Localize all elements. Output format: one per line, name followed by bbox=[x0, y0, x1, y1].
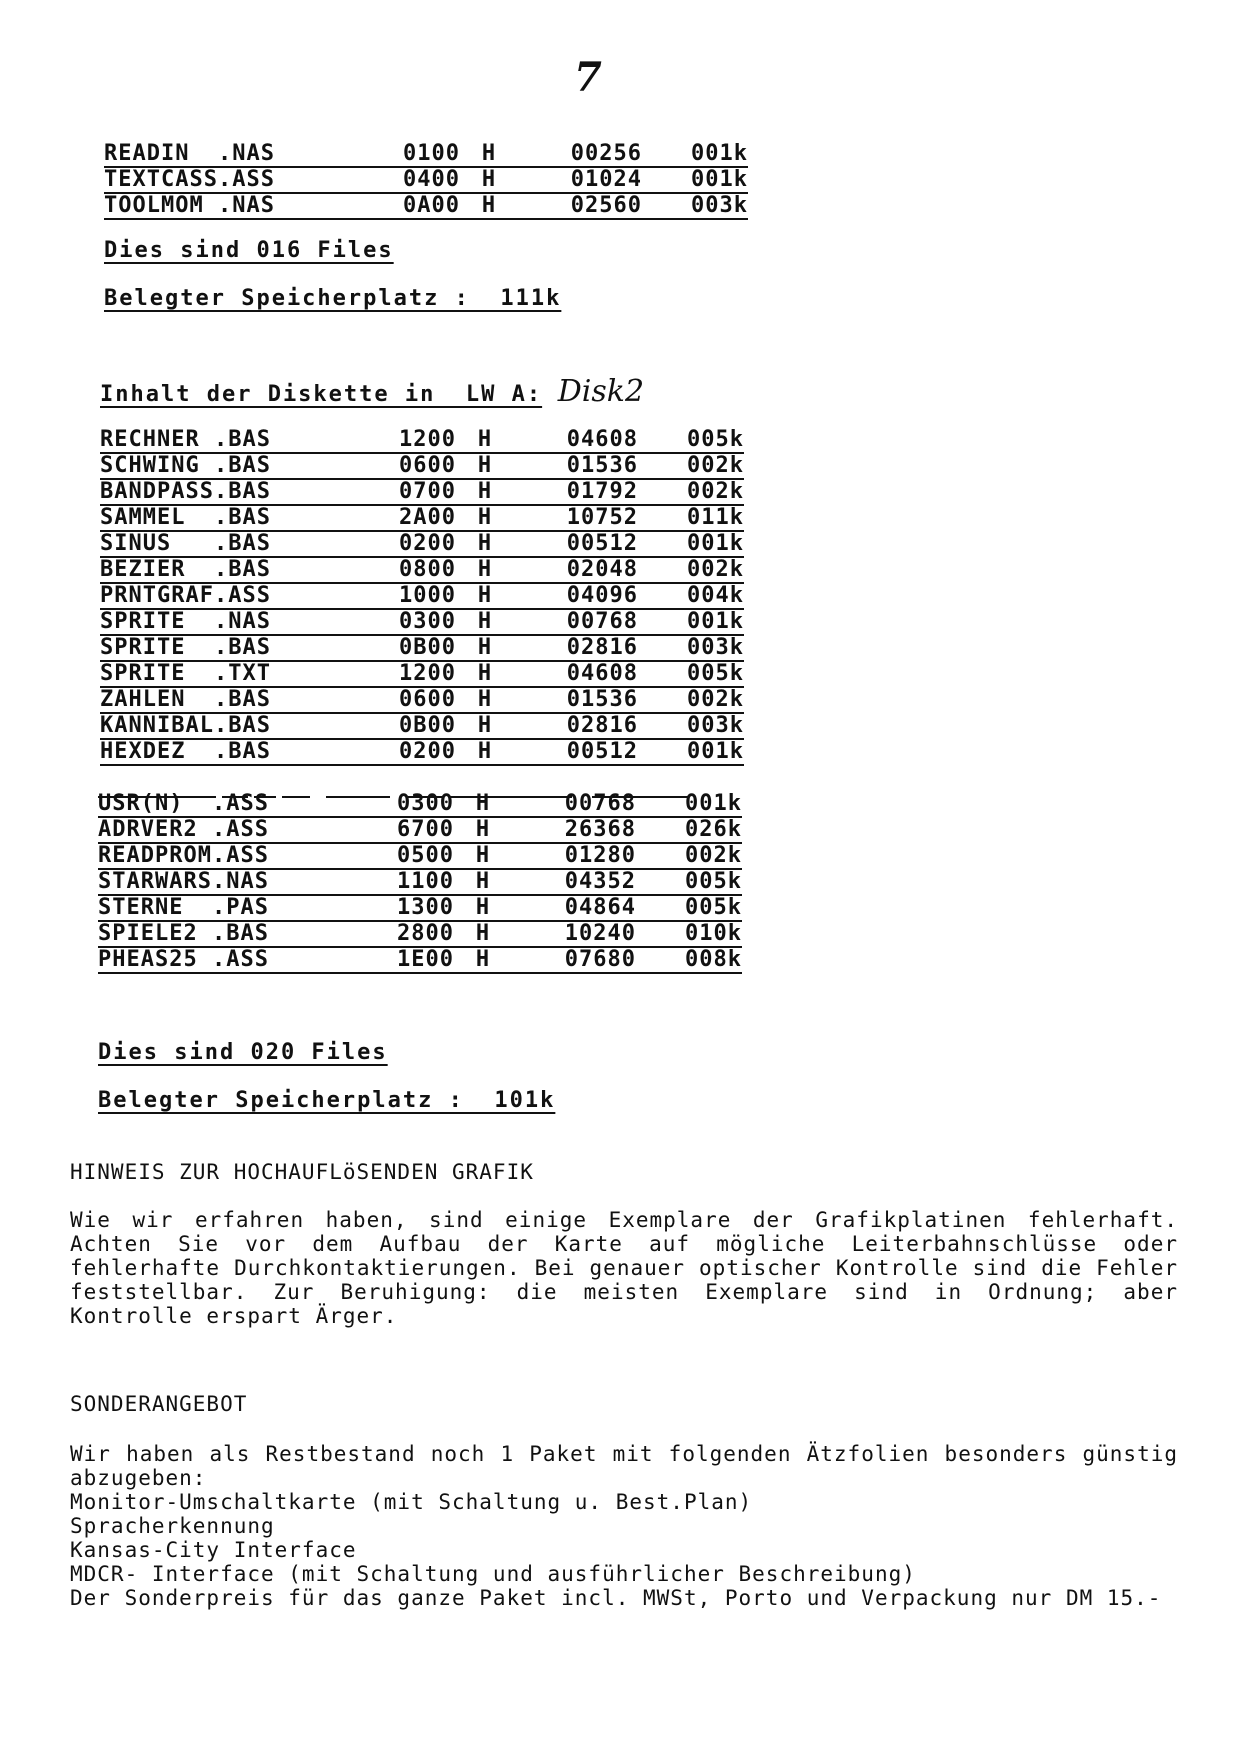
hex-marker: H bbox=[456, 453, 514, 479]
list-item: Monitor-Umschaltkarte (mit Schaltung u. Best.Plan) bbox=[70, 1490, 753, 1514]
file-size-k: 003k bbox=[642, 193, 748, 219]
load-address: 0500 bbox=[362, 843, 454, 869]
file-size-bytes: 00768 bbox=[514, 609, 638, 635]
file-name: SINUS .BAS bbox=[100, 531, 364, 557]
disk2-header bbox=[100, 374, 644, 409]
table-row bbox=[100, 609, 744, 635]
file-size-k: 005k bbox=[636, 895, 742, 921]
disk2-file-list-b bbox=[98, 792, 742, 974]
load-address: 0300 bbox=[364, 609, 456, 635]
hex-marker: H bbox=[456, 739, 514, 765]
file-name: BANDPASS.BAS bbox=[100, 479, 364, 505]
file-size-bytes: 04864 bbox=[512, 895, 636, 921]
load-address: 0A00 bbox=[368, 193, 460, 219]
hex-marker: H bbox=[456, 583, 514, 609]
table-row bbox=[98, 895, 742, 921]
hex-marker: H bbox=[456, 635, 514, 661]
file-name: USR(N) .ASS bbox=[98, 792, 362, 817]
file-name: SAMMEL .BAS bbox=[100, 505, 364, 531]
file-size-k: 002k bbox=[636, 843, 742, 869]
hex-marker: H bbox=[456, 661, 514, 687]
file-size-k: 005k bbox=[636, 869, 742, 895]
file-size-bytes: 07680 bbox=[512, 947, 636, 973]
hex-marker: H bbox=[456, 557, 514, 583]
load-address: 0700 bbox=[364, 479, 456, 505]
load-address: 0200 bbox=[364, 531, 456, 557]
table-row bbox=[100, 739, 744, 765]
file-size-bytes: 01792 bbox=[514, 479, 638, 505]
table-row bbox=[100, 713, 744, 739]
file-size-bytes: 01536 bbox=[514, 687, 638, 713]
hex-marker: H bbox=[454, 817, 512, 843]
file-size-k: 003k bbox=[638, 713, 744, 739]
table-row bbox=[100, 453, 744, 479]
sonderangebot-price: Der Sonderpreis für das ganze Paket incl. MWSt, Porto und Verpackung nur DM 15.- bbox=[70, 1586, 1162, 1610]
disk2-handwritten-label: Disk2 bbox=[557, 374, 645, 409]
file-name: BEZIER .BAS bbox=[100, 557, 364, 583]
table-row bbox=[98, 843, 742, 869]
file-name: PHEAS25 .ASS bbox=[98, 947, 362, 973]
file-size-k: 026k bbox=[636, 817, 742, 843]
disk1-file-table bbox=[104, 142, 748, 220]
sonderangebot-item-list bbox=[70, 1490, 916, 1586]
hex-marker: H bbox=[454, 895, 512, 921]
table-row bbox=[98, 792, 742, 817]
file-name: SPIELE2 .BAS bbox=[98, 921, 362, 947]
file-name: ADRVER2 .ASS bbox=[98, 817, 362, 843]
file-size-bytes: 01280 bbox=[512, 843, 636, 869]
load-address: 1300 bbox=[362, 895, 454, 921]
load-address: 0300 bbox=[362, 792, 454, 817]
file-size-bytes: 10752 bbox=[514, 505, 638, 531]
file-name: RECHNER .BAS bbox=[100, 428, 364, 453]
disk1-file-count: Dies sind 016 Files bbox=[104, 238, 394, 263]
file-size-bytes: 02560 bbox=[518, 193, 642, 219]
load-address: 1E00 bbox=[362, 947, 454, 973]
file-size-k: 003k bbox=[638, 635, 744, 661]
file-size-k: 002k bbox=[638, 557, 744, 583]
hex-marker: H bbox=[456, 479, 514, 505]
file-size-bytes: 04608 bbox=[514, 661, 638, 687]
file-size-k: 002k bbox=[638, 479, 744, 505]
hex-marker: H bbox=[460, 193, 518, 219]
file-size-k: 001k bbox=[638, 531, 744, 557]
hex-marker: H bbox=[456, 609, 514, 635]
file-size-bytes: 00512 bbox=[514, 739, 638, 765]
table-row bbox=[100, 635, 744, 661]
file-size-k: 001k bbox=[642, 142, 748, 167]
file-size-k: 005k bbox=[638, 428, 744, 453]
disk2-title: Inhalt der Diskette in LW A: bbox=[100, 382, 543, 407]
disk1-used-space: Belegter Speicherplatz : 111k bbox=[104, 286, 562, 311]
load-address: 0B00 bbox=[364, 713, 456, 739]
table-row bbox=[100, 687, 744, 713]
file-size-k: 001k bbox=[638, 739, 744, 765]
disk2-file-list-a bbox=[100, 428, 744, 766]
hex-marker: H bbox=[456, 505, 514, 531]
table-row bbox=[104, 193, 748, 219]
hex-marker: H bbox=[454, 843, 512, 869]
hex-marker: H bbox=[456, 687, 514, 713]
file-name: PRNTGRAF.ASS bbox=[100, 583, 364, 609]
file-name: STARWARS.NAS bbox=[98, 869, 362, 895]
load-address: 0600 bbox=[364, 687, 456, 713]
load-address: 2800 bbox=[362, 921, 454, 947]
table-row bbox=[100, 428, 744, 453]
load-address: 0B00 bbox=[364, 635, 456, 661]
table-row bbox=[100, 557, 744, 583]
file-size-k: 002k bbox=[638, 453, 744, 479]
file-name: TOOLMOM .NAS bbox=[104, 193, 368, 219]
disk2-file-table-a bbox=[100, 428, 744, 766]
sonderangebot-heading: SONDERANGEBOT bbox=[70, 1392, 248, 1416]
load-address: 1200 bbox=[364, 661, 456, 687]
file-size-bytes: 01024 bbox=[518, 167, 642, 193]
file-name: SPRITE .NAS bbox=[100, 609, 364, 635]
file-size-bytes: 02816 bbox=[514, 635, 638, 661]
file-size-k: 001k bbox=[642, 167, 748, 193]
sonderangebot-intro: Wir haben als Restbestand noch 1 Paket mit folgenden Ätzfolien besonders günstig abzugeben: bbox=[70, 1442, 1178, 1490]
hinweis-paragraph: Wie wir erfahren haben, sind einige Exemplare der Grafikplatinen fehlerhaft. Achten Sie vor dem Aufbau der Karte auf mögliche Leiterbahnschlüsse oder fehlerhafte Durchkontaktierungen. Bei genauer optischer Kontrolle sind die Fehler feststellbar. Zur Beruhigung: die meisten Exemplare sind in Ordnung; aber Kontrolle erspart Ärger. bbox=[70, 1208, 1178, 1328]
load-address: 0200 bbox=[364, 739, 456, 765]
file-size-k: 005k bbox=[638, 661, 744, 687]
load-address: 1200 bbox=[364, 428, 456, 453]
file-name: READIN .NAS bbox=[104, 142, 368, 167]
file-name: STERNE .PAS bbox=[98, 895, 362, 921]
table-row bbox=[98, 921, 742, 947]
file-size-bytes: 02048 bbox=[514, 557, 638, 583]
file-size-bytes: 26368 bbox=[512, 817, 636, 843]
page-number: 7 bbox=[574, 54, 602, 101]
table-row bbox=[98, 817, 742, 843]
load-address: 2A00 bbox=[364, 505, 456, 531]
table-row bbox=[100, 505, 744, 531]
file-size-bytes: 00512 bbox=[514, 531, 638, 557]
load-address: 0800 bbox=[364, 557, 456, 583]
file-size-bytes: 02816 bbox=[514, 713, 638, 739]
file-size-k: 010k bbox=[636, 921, 742, 947]
file-size-bytes: 01536 bbox=[514, 453, 638, 479]
file-name: SPRITE .BAS bbox=[100, 635, 364, 661]
file-name: READPROM.ASS bbox=[98, 843, 362, 869]
disk1-file-list bbox=[104, 142, 748, 220]
load-address: 0600 bbox=[364, 453, 456, 479]
load-address: 1100 bbox=[362, 869, 454, 895]
file-size-k: 002k bbox=[638, 687, 744, 713]
file-size-bytes: 10240 bbox=[512, 921, 636, 947]
file-name: ZAHLEN .BAS bbox=[100, 687, 364, 713]
hinweis-heading: HINWEIS ZUR HOCHAUFLöSENDEN GRAFIK bbox=[70, 1160, 534, 1184]
file-name: KANNIBAL.BAS bbox=[100, 713, 364, 739]
table-row bbox=[98, 869, 742, 895]
hex-marker: H bbox=[454, 947, 512, 973]
disk2-file-count: Dies sind 020 Files bbox=[98, 1040, 388, 1065]
file-size-bytes: 04352 bbox=[512, 869, 636, 895]
file-size-bytes: 04096 bbox=[514, 583, 638, 609]
load-address: 1000 bbox=[364, 583, 456, 609]
table-row bbox=[100, 583, 744, 609]
table-row bbox=[100, 531, 744, 557]
hex-marker: H bbox=[456, 531, 514, 557]
load-address: 6700 bbox=[362, 817, 454, 843]
file-size-k: 004k bbox=[638, 583, 744, 609]
table-row bbox=[98, 947, 742, 973]
hex-marker: H bbox=[454, 921, 512, 947]
file-name: SCHWING .BAS bbox=[100, 453, 364, 479]
load-address: 0400 bbox=[368, 167, 460, 193]
file-size-bytes: 00768 bbox=[512, 792, 636, 817]
hex-marker: H bbox=[460, 167, 518, 193]
file-size-bytes: 04608 bbox=[514, 428, 638, 453]
file-size-k: 011k bbox=[638, 505, 744, 531]
list-item: Kansas-City Interface bbox=[70, 1538, 357, 1562]
hex-marker: H bbox=[456, 428, 514, 453]
file-size-bytes: 00256 bbox=[518, 142, 642, 167]
table-row bbox=[100, 661, 744, 687]
file-name: TEXTCASS.ASS bbox=[104, 167, 368, 193]
file-size-k: 001k bbox=[638, 609, 744, 635]
table-row bbox=[104, 142, 748, 167]
file-name: SPRITE .TXT bbox=[100, 661, 364, 687]
hex-marker: H bbox=[454, 869, 512, 895]
load-address: 0100 bbox=[368, 142, 460, 167]
file-size-k: 008k bbox=[636, 947, 742, 973]
table-row bbox=[104, 167, 748, 193]
hex-marker: H bbox=[460, 142, 518, 167]
hex-marker: H bbox=[456, 713, 514, 739]
file-name: HEXDEZ .BAS bbox=[100, 739, 364, 765]
file-size-k: 001k bbox=[636, 792, 742, 817]
list-item: Spracherkennung bbox=[70, 1514, 275, 1538]
list-item: MDCR- Interface (mit Schaltung und ausführlicher Beschreibung) bbox=[70, 1562, 916, 1586]
hex-marker: H bbox=[454, 792, 512, 817]
disk2-file-table-b bbox=[98, 792, 742, 974]
disk2-used-space: Belegter Speicherplatz : 101k bbox=[98, 1088, 556, 1113]
table-row bbox=[100, 479, 744, 505]
